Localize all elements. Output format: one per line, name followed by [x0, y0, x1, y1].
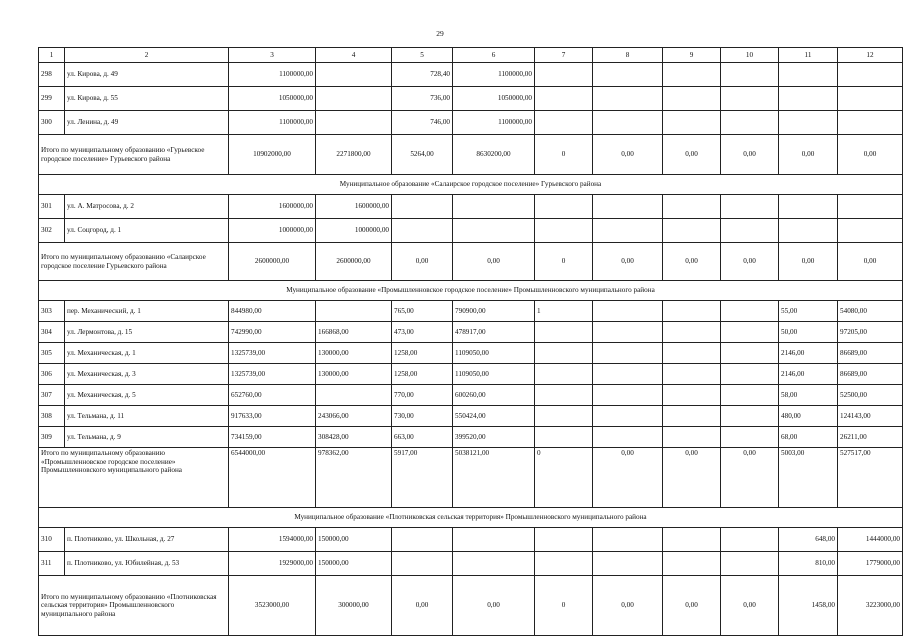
total-row: [39, 243, 903, 281]
table-cell: 2146,00: [779, 343, 838, 364]
table-cell: [593, 195, 663, 219]
table-cell: [392, 195, 453, 219]
table-cell: 305: [39, 343, 65, 364]
table-cell: ул. Лермонтова, д. 15: [65, 322, 229, 343]
table-cell: [392, 528, 453, 552]
table-cell: 1000000,00: [316, 219, 392, 243]
table-cell: [779, 219, 838, 243]
section-title: Муниципальное образование «Салаирское городское поселение» Гурьевского района: [39, 175, 903, 195]
table-cell: [721, 528, 779, 552]
table-cell: 765,00: [392, 301, 453, 322]
table-cell: [721, 219, 779, 243]
total-label: Итого по муниципальному образованию «Гурьевское городское поселение» Гурьевского района: [39, 135, 229, 175]
table-cell: [535, 111, 593, 135]
table-cell: 550424,00: [453, 406, 535, 427]
table-cell: 480,00: [779, 406, 838, 427]
table-cell: ул. Кирова, д. 49: [65, 63, 229, 87]
table-cell: 303: [39, 301, 65, 322]
table-cell: 55,00: [779, 301, 838, 322]
table-cell: 652760,00: [229, 385, 316, 406]
total-label: Итого по муниципальному образованию «Промышленновское городское поселение» Промышленновского муниципального района: [39, 448, 229, 508]
table-cell: 1779000,00: [838, 552, 903, 576]
table-row: [39, 219, 903, 243]
table-cell: [663, 427, 721, 448]
table-cell: [721, 195, 779, 219]
table-cell: [593, 111, 663, 135]
table-cell: 0,00: [593, 448, 663, 508]
section-row: [39, 508, 903, 528]
table-cell: 2146,00: [779, 364, 838, 385]
table-cell: 243066,00: [316, 406, 392, 427]
table-cell: 1109050,00: [453, 343, 535, 364]
table-cell: [535, 87, 593, 111]
table-cell: 1600000,00: [229, 195, 316, 219]
table-cell: [535, 385, 593, 406]
table-row: [39, 63, 903, 87]
table-cell: [721, 87, 779, 111]
table-cell: 2600000,00: [229, 243, 316, 281]
table-cell: 299: [39, 87, 65, 111]
section-row: [39, 281, 903, 301]
table-cell: 0,00: [838, 243, 903, 281]
table-cell: 0,00: [779, 243, 838, 281]
table-cell: 97205,00: [838, 322, 903, 343]
column-header: 7: [535, 48, 593, 63]
table-cell: [779, 195, 838, 219]
table-cell: [316, 301, 392, 322]
section-title: Муниципальное образование «Плотниковская сельская территория» Промышленновского муниципального района: [39, 508, 903, 528]
table-cell: 8630200,00: [453, 135, 535, 175]
table-cell: 734159,00: [229, 427, 316, 448]
table-row: [39, 385, 903, 406]
table-cell: [593, 343, 663, 364]
table-cell: 0,00: [663, 243, 721, 281]
table-cell: 304: [39, 322, 65, 343]
table-cell: 1100000,00: [453, 63, 535, 87]
table-cell: [838, 87, 903, 111]
table-cell: 1100000,00: [229, 111, 316, 135]
table-cell: [721, 427, 779, 448]
table-cell: [535, 528, 593, 552]
table-cell: 150000,00: [316, 552, 392, 576]
section-title: Муниципальное образование «Промышленновское городское поселение» Промышленновского муниципального района: [39, 281, 903, 301]
table-cell: [535, 552, 593, 576]
table-cell: [663, 301, 721, 322]
table-cell: [779, 63, 838, 87]
table-row: [39, 195, 903, 219]
table-cell: 600260,00: [453, 385, 535, 406]
table-cell: [535, 343, 593, 364]
table-cell: 648,00: [779, 528, 838, 552]
table-cell: [316, 87, 392, 111]
table-cell: [316, 385, 392, 406]
table-cell: 3223000,00: [838, 576, 903, 636]
table-cell: [593, 406, 663, 427]
table-cell: [453, 195, 535, 219]
column-header: 5: [392, 48, 453, 63]
table-cell: 527517,00: [838, 448, 903, 508]
table-cell: 1050000,00: [453, 87, 535, 111]
table-cell: 1600000,00: [316, 195, 392, 219]
table-cell: 1444000,00: [838, 528, 903, 552]
table-row: [39, 322, 903, 343]
table-cell: [535, 63, 593, 87]
table-cell: [721, 343, 779, 364]
table-cell: 746,00: [392, 111, 453, 135]
table-cell: [392, 552, 453, 576]
table-cell: ул. Тельмана, д. 9: [65, 427, 229, 448]
table-cell: [838, 219, 903, 243]
table-cell: [721, 301, 779, 322]
total-label: Итого по муниципальному образованию «Салаирское городское поселение Гурьевского района: [39, 243, 229, 281]
table-cell: [663, 219, 721, 243]
table-cell: 130000,00: [316, 364, 392, 385]
table-row: [39, 343, 903, 364]
table-cell: 917633,00: [229, 406, 316, 427]
table-cell: [663, 406, 721, 427]
data-table: [38, 47, 903, 636]
page-number: 29: [436, 29, 444, 38]
table-cell: 0,00: [453, 243, 535, 281]
table-cell: 0,00: [392, 576, 453, 636]
table-cell: 399520,00: [453, 427, 535, 448]
column-header: 10: [721, 48, 779, 63]
table-cell: п. Плотниково, ул. Школьная, д. 27: [65, 528, 229, 552]
table-row: [39, 552, 903, 576]
table-cell: [535, 406, 593, 427]
table-cell: [779, 111, 838, 135]
table-cell: 5003,00: [779, 448, 838, 508]
table-cell: 728,40: [392, 63, 453, 87]
table-cell: [316, 111, 392, 135]
column-header: 3: [229, 48, 316, 63]
table-cell: 1100000,00: [453, 111, 535, 135]
table-cell: [593, 63, 663, 87]
table-cell: 3523000,00: [229, 576, 316, 636]
table-cell: [593, 385, 663, 406]
total-row: [39, 135, 903, 175]
total-label: Итого по муниципальному образованию «Плотниковская сельская территория» Промышленновского муниципального района: [39, 576, 229, 636]
table-cell: 1258,00: [392, 343, 453, 364]
table-cell: 2271800,00: [316, 135, 392, 175]
table-cell: 86689,00: [838, 343, 903, 364]
table-cell: 1258,00: [392, 364, 453, 385]
table-row: [39, 111, 903, 135]
table-cell: [838, 63, 903, 87]
table-cell: 844980,00: [229, 301, 316, 322]
column-header: 4: [316, 48, 392, 63]
table-cell: [663, 364, 721, 385]
column-header: 11: [779, 48, 838, 63]
table-cell: 130000,00: [316, 343, 392, 364]
table-cell: 0,00: [663, 448, 721, 508]
table-cell: 302: [39, 219, 65, 243]
table-cell: 0,00: [593, 243, 663, 281]
table-cell: 0,00: [593, 135, 663, 175]
table-cell: [593, 301, 663, 322]
table-cell: п. Плотниково, ул. Юбилейная, д. 53: [65, 552, 229, 576]
table-cell: 1594000,00: [229, 528, 316, 552]
table-cell: 1458,00: [779, 576, 838, 636]
table-cell: 124143,00: [838, 406, 903, 427]
table-row: [39, 364, 903, 385]
table-cell: 300000,00: [316, 576, 392, 636]
table-cell: [453, 528, 535, 552]
table-cell: 790900,00: [453, 301, 535, 322]
table-cell: [593, 364, 663, 385]
table-cell: 0: [535, 576, 593, 636]
table-cell: 300: [39, 111, 65, 135]
table-cell: 50,00: [779, 322, 838, 343]
table-row: [39, 406, 903, 427]
table-cell: ул. Механическая, д. 3: [65, 364, 229, 385]
table-row: [39, 87, 903, 111]
table-cell: [593, 552, 663, 576]
table-cell: 150000,00: [316, 528, 392, 552]
table-cell: ул. Тельмана, д. 11: [65, 406, 229, 427]
table-row: [39, 427, 903, 448]
table-cell: [593, 219, 663, 243]
table-cell: 309: [39, 427, 65, 448]
table-cell: 1000000,00: [229, 219, 316, 243]
table-cell: [663, 87, 721, 111]
table-cell: 0,00: [593, 576, 663, 636]
table-cell: 1: [535, 301, 593, 322]
table-cell: 26211,00: [838, 427, 903, 448]
table-cell: 5264,00: [392, 135, 453, 175]
table-cell: 0: [535, 135, 593, 175]
total-row: [39, 576, 903, 636]
table-cell: [838, 111, 903, 135]
table-cell: ул. А. Матросова, д. 2: [65, 195, 229, 219]
table-cell: 478917,00: [453, 322, 535, 343]
table-cell: 1100000,00: [229, 63, 316, 87]
column-header: 1: [39, 48, 65, 63]
column-header: 6: [453, 48, 535, 63]
column-header: 2: [65, 48, 229, 63]
table-row: [39, 528, 903, 552]
table-cell: [663, 528, 721, 552]
table-cell: 742990,00: [229, 322, 316, 343]
table-cell: 1050000,00: [229, 87, 316, 111]
table-cell: 6544000,00: [229, 448, 316, 508]
table-cell: [838, 195, 903, 219]
table-cell: 166868,00: [316, 322, 392, 343]
table-cell: [593, 528, 663, 552]
table-cell: [721, 364, 779, 385]
table-cell: ул. Кирова, д. 55: [65, 87, 229, 111]
table-cell: 58,00: [779, 385, 838, 406]
table-cell: [721, 552, 779, 576]
table-cell: [593, 427, 663, 448]
table-cell: 0,00: [721, 576, 779, 636]
table-cell: 473,00: [392, 322, 453, 343]
table-cell: 310: [39, 528, 65, 552]
column-header: 9: [663, 48, 721, 63]
table-cell: 0,00: [663, 135, 721, 175]
total-row: [39, 448, 903, 508]
table-cell: 1929000,00: [229, 552, 316, 576]
table-cell: ул. Соцгород, д. 1: [65, 219, 229, 243]
table-cell: 0,00: [663, 576, 721, 636]
column-header: 12: [838, 48, 903, 63]
table-cell: 298: [39, 63, 65, 87]
table-cell: 0,00: [721, 135, 779, 175]
table-cell: 308: [39, 406, 65, 427]
table-cell: 0,00: [453, 576, 535, 636]
table-cell: [721, 385, 779, 406]
table-cell: 0,00: [838, 135, 903, 175]
table-cell: [593, 87, 663, 111]
table-cell: [663, 63, 721, 87]
table-cell: 736,00: [392, 87, 453, 111]
table-cell: [453, 219, 535, 243]
table-cell: 306: [39, 364, 65, 385]
table-cell: 54080,00: [838, 301, 903, 322]
table-cell: [663, 111, 721, 135]
table-cell: [663, 322, 721, 343]
table-cell: 2600000,00: [316, 243, 392, 281]
table-cell: 86689,00: [838, 364, 903, 385]
table-cell: 0: [535, 243, 593, 281]
table-cell: 68,00: [779, 427, 838, 448]
table-cell: ул. Механическая, д. 5: [65, 385, 229, 406]
table-cell: 0,00: [721, 448, 779, 508]
table-cell: 663,00: [392, 427, 453, 448]
table-cell: [535, 322, 593, 343]
table-cell: [779, 87, 838, 111]
table-cell: 301: [39, 195, 65, 219]
table-cell: ул. Ленина, д. 49: [65, 111, 229, 135]
table-cell: 52500,00: [838, 385, 903, 406]
section-row: [39, 175, 903, 195]
table-cell: [535, 364, 593, 385]
table-cell: [663, 195, 721, 219]
table-cell: [535, 219, 593, 243]
column-header: 8: [593, 48, 663, 63]
table-cell: 5917,00: [392, 448, 453, 508]
header-row: [39, 48, 903, 63]
table-cell: 1109050,00: [453, 364, 535, 385]
table-cell: [392, 219, 453, 243]
table-cell: пер. Механический, д. 1: [65, 301, 229, 322]
table-cell: [535, 427, 593, 448]
table-cell: 0: [535, 448, 593, 508]
table-cell: [663, 552, 721, 576]
table-cell: [721, 111, 779, 135]
table-cell: 307: [39, 385, 65, 406]
table-cell: [316, 63, 392, 87]
table-cell: 0,00: [721, 243, 779, 281]
table-cell: 730,00: [392, 406, 453, 427]
table-cell: [663, 385, 721, 406]
table-cell: [593, 322, 663, 343]
table-cell: 1325739,00: [229, 364, 316, 385]
table-cell: 810,00: [779, 552, 838, 576]
table-cell: 978362,00: [316, 448, 392, 508]
table-cell: 0,00: [779, 135, 838, 175]
table-cell: 10902000,00: [229, 135, 316, 175]
table-cell: [721, 63, 779, 87]
table-cell: [663, 343, 721, 364]
table-cell: 0,00: [392, 243, 453, 281]
table-cell: 770,00: [392, 385, 453, 406]
table-cell: [721, 406, 779, 427]
table-cell: 311: [39, 552, 65, 576]
table-cell: 5038121,00: [453, 448, 535, 508]
table-cell: [453, 552, 535, 576]
table-cell: [535, 195, 593, 219]
table-cell: 1325739,00: [229, 343, 316, 364]
table-row: [39, 301, 903, 322]
table-cell: ул. Механическая, д. 1: [65, 343, 229, 364]
table-cell: [721, 322, 779, 343]
table-cell: 308428,00: [316, 427, 392, 448]
